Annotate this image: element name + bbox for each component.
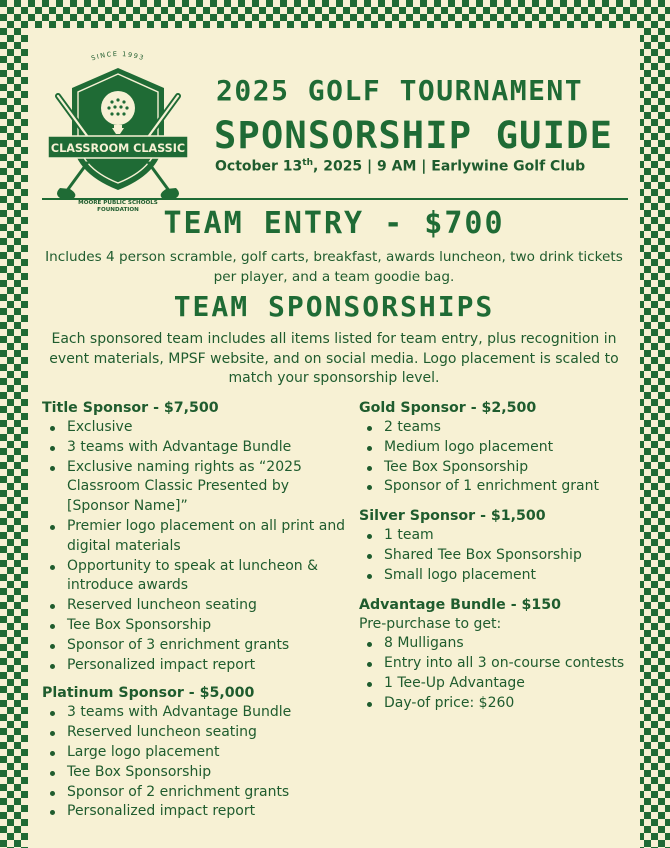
list-item: Tee Box Sponsorship: [42, 616, 347, 636]
list-item: Sponsor of 3 enrichment grants: [42, 636, 347, 656]
list-item: 3 teams with Advantage Bundle: [42, 438, 347, 458]
list-item: 8 Mulligans: [359, 634, 639, 654]
list-item: 1 team: [359, 526, 639, 546]
advantage-bundle-list: [359, 634, 639, 713]
list-item: 2 teams: [359, 418, 639, 438]
silver-sponsor-list: [359, 526, 639, 585]
list-item: 3 teams with Advantage Bundle: [42, 703, 347, 723]
list-item: Sponsor of 2 enrichment grants: [42, 783, 347, 803]
team-sponsorships-title: TEAM SPONSORSHIPS: [173, 290, 495, 323]
list-item: Premier logo placement on all print and digital materials: [42, 517, 347, 557]
list-item: 1 Tee-Up Advantage: [359, 674, 639, 694]
list-item: Tee Box Sponsorship: [359, 458, 639, 478]
advantage-bundle-subtitle: Pre-purchase to get:: [359, 615, 502, 632]
list-item: Exclusive naming rights as “2025 Classroom Classic Presented by [Sponsor Name]”: [42, 458, 347, 517]
silver-sponsor-heading: Silver Sponsor - $1,500: [359, 508, 546, 525]
date-post: , 2025 | 9 AM | Earlywine Golf Club: [313, 158, 586, 175]
list-item: Personalized impact report: [42, 656, 347, 676]
team-sponsorships-description: Each sponsored team includes all items listed for team entry, plus recognition in event materials, MPSF website, and on social media. Logo placement is scaled to match your sponsorship level.: [49, 331, 619, 386]
list-item: Large logo placement: [42, 743, 347, 763]
list-item: Shared Tee Box Sponsorship: [359, 546, 639, 566]
platinum-sponsor-heading: Platinum Sponsor - $5,000: [42, 685, 255, 702]
logo-since-text: SINCE 1993: [90, 49, 146, 63]
date-pre: October 13: [215, 158, 303, 175]
list-item: Day-of price: $260: [359, 694, 639, 714]
date-suffix: th: [302, 158, 314, 168]
list-item: Small logo placement: [359, 566, 639, 586]
advantage-bundle-heading: Advantage Bundle - $150: [359, 596, 562, 613]
list-item: Entry into all 3 on-course contests: [359, 654, 639, 674]
list-item: Opportunity to speak at luncheon & introduce awards: [42, 557, 347, 597]
list-item: Reserved luncheon seating: [42, 596, 347, 616]
list-item: Sponsor of 1 enrichment grant: [359, 477, 639, 497]
gold-sponsor-heading: Gold Sponsor - $2,500: [359, 400, 537, 416]
list-item: Exclusive: [42, 418, 347, 438]
gold-sponsor-list: [359, 418, 639, 497]
platinum-sponsor-list: [42, 703, 347, 822]
classroom-classic-logo: [48, 44, 188, 216]
list-item: Medium logo placement: [359, 438, 639, 458]
team-entry-description: Includes 4 person scramble, golf carts, breakfast, awards luncheon, two drink tickets per player, and a team goodie bag.: [45, 249, 623, 285]
logo-name-text: CLASSROOM CLASSIC: [50, 142, 186, 155]
flyer-panel: [28, 28, 640, 848]
header-divider: [42, 198, 628, 200]
title-line-2: SPONSORSHIP GUIDE: [214, 114, 614, 157]
event-dateline: [215, 158, 585, 175]
header: [28, 28, 640, 213]
title-sponsor-list: [42, 418, 347, 675]
list-item: Personalized impact report: [42, 802, 347, 822]
svg-text:SINCE 1993: [90, 50, 146, 62]
right-column: [359, 398, 639, 714]
logo-org-line2: FOUNDATION: [97, 207, 139, 213]
list-item: Reserved luncheon seating: [42, 723, 347, 743]
title-line-1: 2025 GOLF TOURNAMENT: [216, 74, 584, 107]
logo-org-line1: MOORE PUBLIC SCHOOLS: [78, 200, 158, 206]
list-item: Tee Box Sponsorship: [42, 763, 347, 783]
team-entry-title: TEAM ENTRY - $700: [163, 206, 505, 241]
left-column: [42, 398, 347, 822]
title-sponsor-heading: Title Sponsor - $7,500: [42, 400, 219, 416]
